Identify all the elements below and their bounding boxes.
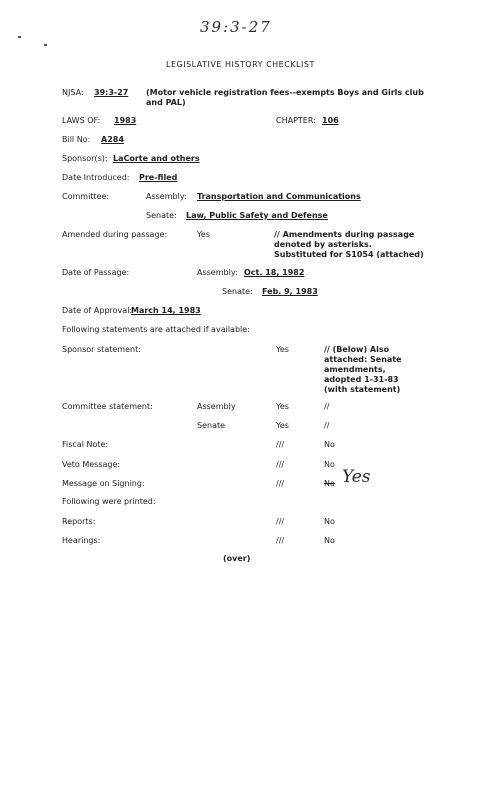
reports-value: No [324, 517, 335, 526]
message-on-signing-marks: /// [276, 479, 285, 488]
passage-label: Date of Passage: [62, 268, 130, 277]
sponsor-statement-value: Yes [276, 345, 289, 354]
scan-speck [18, 36, 21, 38]
amended-note: // Amendments during passage [274, 230, 415, 239]
fiscal-note-label: Fiscal Note: [62, 440, 109, 449]
message-on-signing-label: Message on Signing: [62, 479, 145, 488]
chapter-label: CHAPTER: [276, 116, 316, 125]
footer-over: (over) [223, 554, 251, 563]
njsa-label: NJSA: [62, 88, 84, 97]
passage-senate-label: Senate: [222, 287, 253, 296]
sponsor-statement-note-4: adopted 1-31-83 [324, 375, 399, 384]
sponsor-statement-note-5: (with statement) [324, 385, 401, 394]
date-introduced-value: Pre-filed [139, 173, 178, 182]
passage-assembly-value: Oct. 18, 1982 [244, 268, 305, 277]
veto-message-value: No [324, 460, 335, 469]
committee-statement-label: Committee statement: [62, 402, 153, 411]
amended-note-cont: denoted by asterisks. [274, 240, 372, 249]
sponsors-label: Sponsor(s): [62, 154, 108, 163]
reports-label: Reports: [62, 517, 96, 526]
sponsor-statement-note-2: attached: Senate [324, 355, 402, 364]
sponsor-statement-note-3: amendments, [324, 365, 386, 374]
sponsor-statement-note: // (Below) Also [324, 345, 390, 354]
committee-senate-value: Law, Public Safety and Defense [186, 211, 328, 220]
njsa-description: (Motor vehicle registration fees--exempts Boys and Girls club [146, 88, 424, 97]
fiscal-note-marks: /// [276, 440, 285, 449]
fiscal-note-value: No [324, 440, 335, 449]
approval-label: Date of Approval: [62, 306, 133, 315]
sponsors-value: LaCorte and others [113, 154, 200, 163]
scan-speck [44, 44, 47, 46]
committee-senate-label: Senate: [146, 211, 177, 220]
message-on-signing-struck-value: No [324, 479, 335, 488]
veto-message-label: Veto Message: [62, 460, 121, 469]
committee-statement-assembly-note: // [324, 402, 330, 411]
committee-statement-assembly-value: Yes [276, 402, 289, 411]
approval-value: March 14, 1983 [131, 306, 201, 315]
njsa-value: 39:3-27 [94, 88, 129, 97]
handwritten-number: 39:3-27 [200, 18, 272, 36]
committee-statement-senate-label: Senate [197, 421, 226, 430]
hearings-label: Hearings: [62, 536, 101, 545]
laws-of-label: LAWS OF: [62, 116, 101, 125]
chapter-value: 106 [322, 116, 339, 125]
veto-message-marks: /// [276, 460, 285, 469]
committee-assembly-label: Assembly: [146, 192, 187, 201]
amended-value: Yes [197, 230, 210, 239]
hearings-marks: /// [276, 536, 285, 545]
committee-label: Committee: [62, 192, 110, 201]
sponsor-statement-label: Sponsor statement: [62, 345, 141, 354]
date-introduced-label: Date Introduced: [62, 173, 130, 182]
message-on-signing-handwritten-value: Yes [342, 467, 371, 487]
bill-no-value: A284 [101, 135, 124, 144]
attached-heading: Following statements are attached if available: [62, 325, 250, 334]
hearings-value: No [324, 536, 335, 545]
passage-senate-value: Feb. 9, 1983 [262, 287, 318, 296]
laws-of-value: 1983 [114, 116, 137, 125]
printed-heading: Following were printed: [62, 497, 156, 506]
committee-statement-senate-note: // [324, 421, 330, 430]
amended-note-substituted: Substituted for S1054 (attached) [274, 250, 424, 259]
committee-statement-assembly-label: Assembly [197, 402, 236, 411]
passage-assembly-label: Assembly: [197, 268, 238, 277]
committee-statement-senate-value: Yes [276, 421, 289, 430]
njsa-description-cont: and PAL) [146, 98, 186, 107]
page-title: LEGISLATIVE HISTORY CHECKLIST [166, 60, 315, 69]
bill-no-label: Bill No: [62, 135, 91, 144]
reports-marks: /// [276, 517, 285, 526]
amended-label: Amended during passage: [62, 230, 168, 239]
committee-assembly-value: Transportation and Communications [197, 192, 361, 201]
